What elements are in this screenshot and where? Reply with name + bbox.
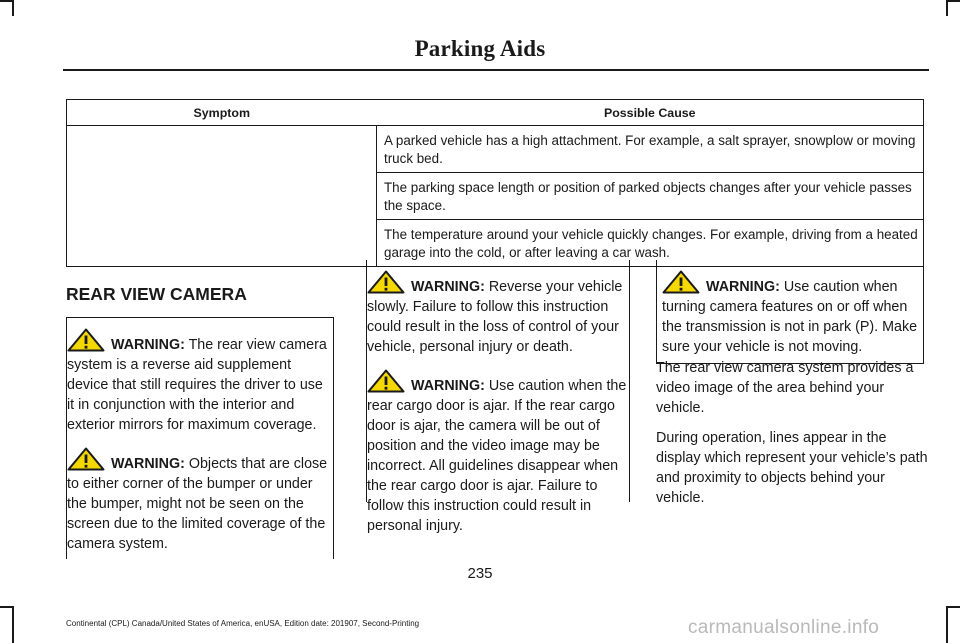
warning-box bbox=[66, 317, 334, 559]
warning-box bbox=[656, 260, 924, 364]
page-number: 235 bbox=[467, 565, 493, 582]
warning-label: WARNING: bbox=[411, 378, 485, 394]
warning-box bbox=[366, 260, 630, 534]
column-header-symptom: Symptom bbox=[67, 100, 377, 126]
table-row bbox=[67, 126, 924, 173]
warning-label: WARNING: bbox=[411, 279, 485, 295]
table-header-row bbox=[67, 100, 924, 126]
body-text bbox=[656, 358, 928, 518]
crop-mark bbox=[946, 0, 960, 2]
warning-triangle-icon bbox=[367, 369, 405, 393]
warning-paragraph bbox=[367, 270, 629, 357]
warning-triangle-icon bbox=[367, 270, 405, 294]
symptom-cell bbox=[67, 126, 377, 267]
warning-triangle-icon bbox=[662, 270, 700, 294]
cause-cell: The temperature around your vehicle quickly changes. For example, driving from a heated garage into the cold, or after leaving a car wash. bbox=[377, 220, 924, 267]
crop-mark bbox=[946, 606, 960, 608]
crop-mark bbox=[0, 606, 14, 608]
crop-mark bbox=[12, 0, 14, 16]
warning-paragraph bbox=[662, 270, 919, 357]
cause-cell: A parked vehicle has a high attachment. For example, a salt sprayer, snowplow or moving truck bed. bbox=[377, 126, 924, 173]
warning-text: Use caution when turning camera features on or off when the transmission is not in park (P). Make sure your vehicle is not moving. bbox=[662, 279, 918, 355]
warning-text: Reverse your vehicle slowly. Failure to follow this instruction could result in the loss of control of your vehicle, personal injury or death. bbox=[367, 279, 623, 355]
warning-label: WARNING: bbox=[111, 456, 185, 472]
crop-mark bbox=[12, 606, 14, 643]
warning-text: Use caution when the rear cargo door is ajar. If the rear cargo door is ajar, the camera will be out of position and the video image may be incorrect. All guidelines disappear when the rear cargo door is ajar. Failure to follow this instruction could result in personal injury. bbox=[367, 378, 627, 534]
crop-mark bbox=[946, 0, 948, 16]
title-rule bbox=[63, 69, 929, 71]
warning-label: WARNING: bbox=[111, 337, 185, 353]
symptom-table bbox=[66, 99, 924, 267]
section-heading: REAR VIEW CAMERA bbox=[66, 284, 247, 304]
cause-cell: The parking space length or position of parked objects changes after your vehicle passes the space. bbox=[377, 173, 924, 220]
warning-paragraph bbox=[67, 328, 333, 435]
warning-triangle-icon bbox=[67, 328, 105, 352]
page-title: Parking Aids bbox=[414, 36, 546, 61]
body-paragraph: During operation, lines appear in the display which represent your vehicle’s path and proximity to objects behind your vehicle. bbox=[656, 430, 928, 506]
crop-mark bbox=[946, 606, 948, 643]
watermark: carmanualsonline.info bbox=[688, 617, 880, 638]
warning-paragraph bbox=[67, 447, 333, 554]
edition-footer: Continental (CPL) Canada/United States of America, enUSA, Edition date: 201907, Second-Printing bbox=[66, 619, 420, 628]
warning-label: WARNING: bbox=[706, 279, 780, 295]
body-paragraph: The rear view camera system provides a video image of the area behind your vehicle. bbox=[656, 360, 914, 416]
warning-paragraph bbox=[367, 369, 629, 536]
column-header-cause: Possible Cause bbox=[377, 100, 924, 126]
warning-text: The rear view camera system is a reverse aid supplement device that still requires the driver to use it in conjunction with the interior and exterior mirrors for maximum coverage. bbox=[67, 337, 327, 433]
warning-triangle-icon bbox=[67, 447, 105, 471]
warning-text: Objects that are close to either corner of the bumper or under the bumper, might not be seen on the screen due to the limited coverage of the camera system. bbox=[67, 456, 328, 552]
